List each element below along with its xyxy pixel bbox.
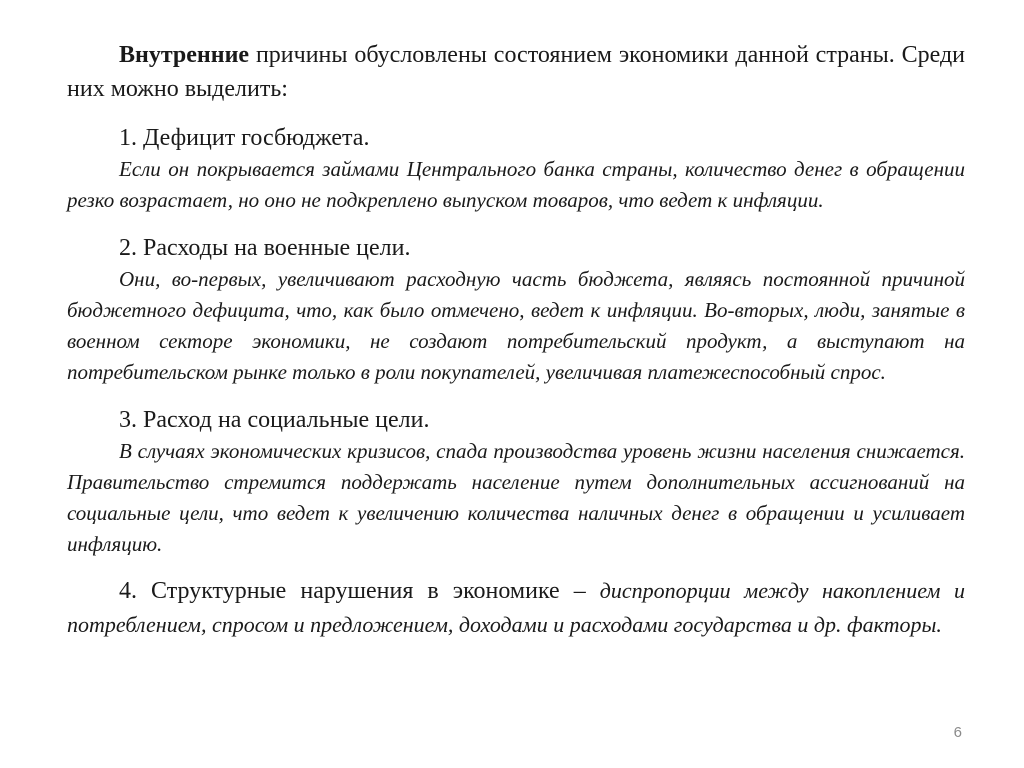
intro-bold-term: Внутренние <box>119 42 250 68</box>
slide-content <box>67 38 965 642</box>
item-4-heading: 4. Структурные нарушения в экономике <box>119 578 560 604</box>
page-number: 6 <box>953 724 962 741</box>
item-3-heading: 3. Расход на социальные цели. <box>119 407 430 433</box>
item-1-description: Если он покрывается займами Центрального банка страны, количество денег в обращении резко возрастает, но оно не подкреплено выпуском товаров, что ведет к инфляции. <box>67 157 965 212</box>
item-4-dash: – <box>559 578 600 604</box>
intro-paragraph <box>67 38 965 106</box>
item-1-heading: 1. Дефицит госбюджета. <box>119 125 370 151</box>
item-4-description: диспропорции между накоплением и потреблением, спросом и предложением, доходами и расходами государства и др. факторы. <box>67 578 965 637</box>
item-4-paragraph <box>67 574 965 642</box>
intro-text: причины обусловлены состоянием экономики данной страны. Среди них можно выделить: <box>67 42 965 102</box>
item-2-description: Они, во-первых, увеличивают расходную часть бюджета, являясь постоянной причиной бюджетного дефицита, что, как было отмечено, ведет к инфляции. Во-вторых, люди, занятые в военном секторе экономики, не создают потребительский продукт, а выступают на потребительском рынке только в роли покупателей, увеличивая платежеспособный спрос. <box>67 267 965 384</box>
item-2-heading: 2. Расходы на военные цели. <box>119 235 411 261</box>
item-3-description: В случаях экономических кризисов, спада производства уровень жизни населения снижается. Правительство стремится поддержать население путем дополнительных ассигнований на социальные цели, что ведет к увеличению количества наличных денег в обращении и усиливает инфляцию. <box>67 439 965 556</box>
